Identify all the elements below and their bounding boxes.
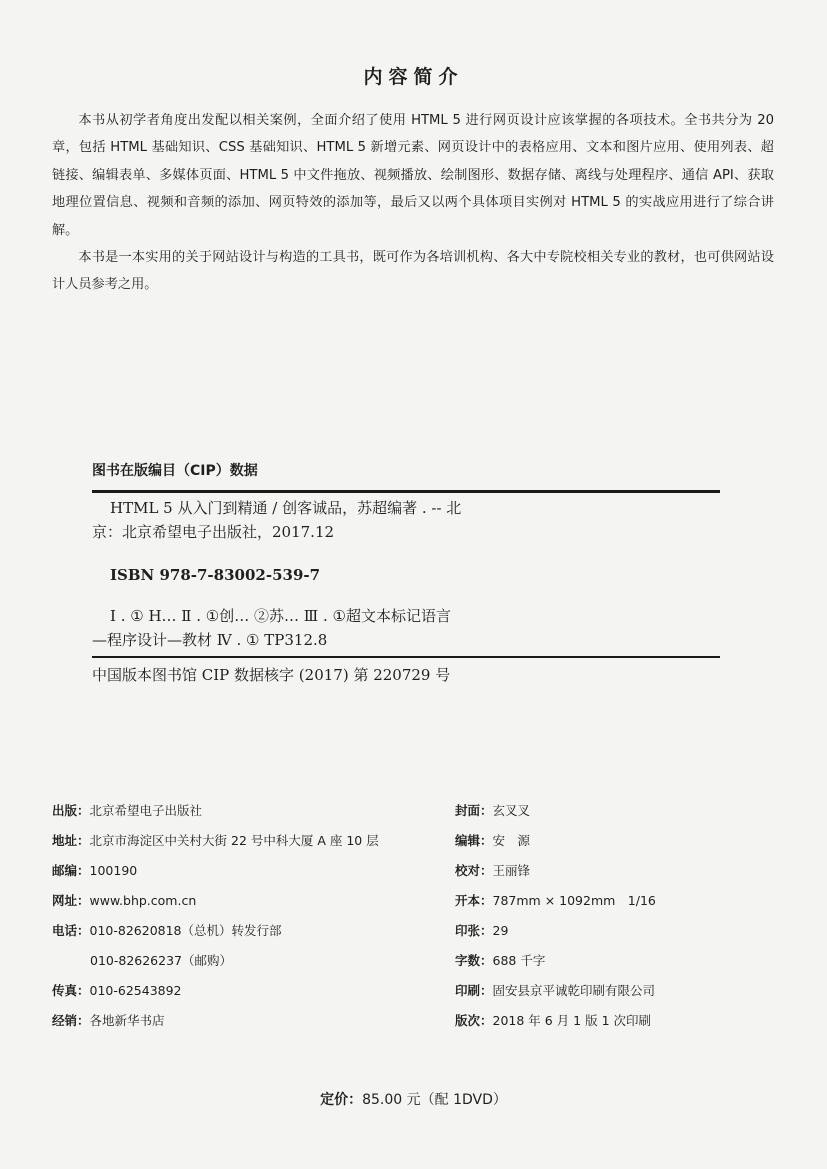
cip-line: —程序设计—教材 Ⅳ . ① TP312.8 [92,631,328,649]
info-value: 安 源 [492,833,531,848]
info-label: 经销： [52,1013,90,1028]
info-value: 010-82626237（邮购） [90,953,232,968]
info-label: 地址： [52,833,90,848]
info-row [52,893,379,923]
info-row [52,803,379,833]
info-row [455,893,656,923]
info-value: 29 [492,923,509,938]
info-label: 编辑： [455,833,493,848]
info-label: 开本： [455,893,493,908]
price-value: 85.00 元（配 1DVD） [362,1092,507,1108]
info-row [455,923,656,953]
summary-section [52,107,774,299]
info-row [52,833,379,863]
info-value: 2018 年 6 月 1 版 1 次印刷 [492,1013,651,1028]
info-label: 校对： [455,863,493,878]
info-row [455,1013,656,1043]
cip-note: 中国版本图书馆 CIP 数据核字 (2017) 第 220729 号 [92,666,451,684]
cip-line: 京：北京希望电子出版社，2017.12 [92,523,335,541]
info-value: 固安县京平诚乾印刷有限公司 [492,983,656,998]
summary-paragraph: 本书是一本实用的关于网站设计与构造的工具书，既可作为各培训机构、各大中专院校相关专业的教材，也可供网站设计人员参考之用。 [52,250,774,293]
info-value: 010-82620818（总机）转发行部 [89,923,282,938]
info-row [52,1013,379,1043]
info-label: 印张： [455,923,493,938]
info-value: 玄叉叉 [492,803,531,818]
cip-line: Ⅰ . ① H… Ⅱ . ①创… ②苏… Ⅲ . ①超文本标记语言 [110,607,451,625]
page-title: 内容简介 [363,66,464,88]
cip-top-rule [92,490,720,493]
info-label: 出版： [52,803,90,818]
info-value: 北京希望电子出版社 [89,803,203,818]
info-label: 邮编： [52,863,90,878]
cip-title: 图书在版编目（CIP）数据 [92,463,258,479]
info-value: www.bhp.com.cn [89,893,197,908]
info-value: 北京市海淀区中关村大街 22 号中科大厦 A 座 10 层 [89,833,379,848]
info-row [52,983,379,1013]
info-label: 网址： [52,893,90,908]
cip-entry [92,496,522,544]
cip-bottom-rule [92,656,720,658]
price-label: 定价： [320,1092,363,1108]
info-label: 封面： [455,803,493,818]
info-label: 字数： [455,953,493,968]
publication-info-right [455,803,656,1043]
info-label: 传真： [52,983,90,998]
info-row [455,803,656,833]
info-row [455,953,656,983]
info-value: 688 千字 [492,953,546,968]
info-value: 010-62543892 [89,983,182,998]
info-label: 版次： [455,1013,493,1028]
price [0,1089,827,1109]
info-row [52,953,379,983]
info-value: 100190 [89,863,138,878]
info-label: 电话： [52,923,90,938]
info-row [455,833,656,863]
publication-info-left [52,803,379,1043]
info-row [52,863,379,893]
info-value: 王丽锋 [492,863,531,878]
info-label: 印刷： [455,983,493,998]
info-value: 各地新华书店 [89,1013,165,1028]
info-row [455,863,656,893]
info-row [52,923,379,953]
cip-classification [92,604,522,652]
summary-paragraph: 本书从初学者角度出发配以相关案例，全面介绍了使用 HTML 5 进行网页设计应该掌握的各项技术。全书共分为 20 章，包括 HTML 基础知识、CSS 基础知识、HTML 5 新增元素、网页设计中的表格应用、文本和图片应用、使用列表、超链接、编辑表单、多媒体页面、HTML 5 中文件拖放、视频播放、绘制图形、数据存储、离线与处理程序、通信 API、获取地理位置信息、视频和音频的添加、网页特效的添加等，最后又以两个具体项目实例对 HTML 5 的实战应用进行了综合讲解。 [52,113,774,238]
info-value: 787mm × 1092mm 1/16 [492,893,656,908]
cip-isbn: ISBN 978-7-83002-539-7 [110,566,321,584]
info-row [455,983,656,1013]
cip-line: HTML 5 从入门到精通 / 创客诚品，苏超编著 . -- 北 [110,499,462,517]
